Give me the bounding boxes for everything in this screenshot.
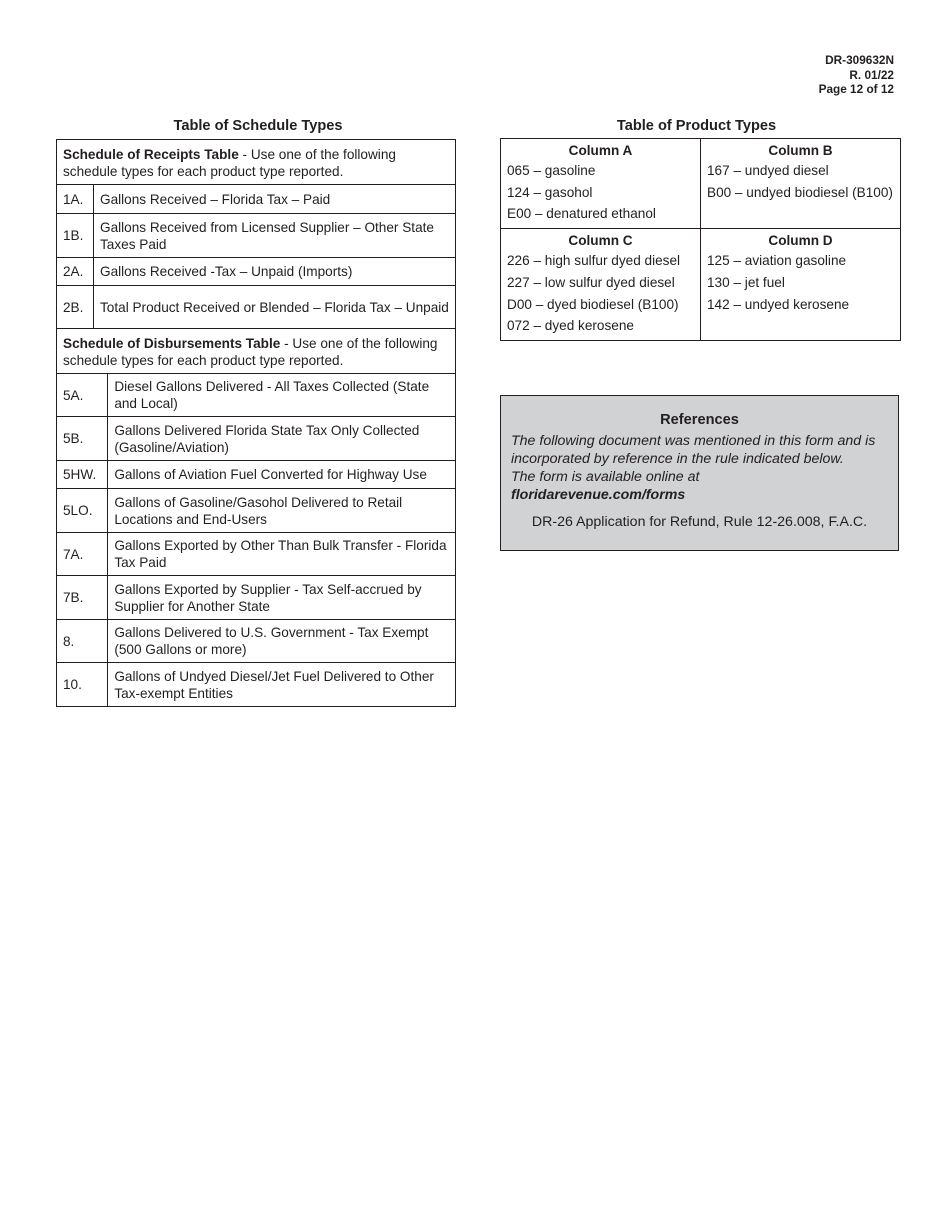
disbursements-heading: Schedule of Disbursements Table — [63, 336, 281, 351]
schedule-desc: Gallons of Aviation Fuel Converted for Highway Use — [108, 461, 456, 489]
product-types-table — [500, 138, 901, 341]
schedule-desc: Gallons of Undyed Diesel/Jet Fuel Delivered to Other Tax-exempt Entities — [108, 663, 456, 707]
column-a-cell — [501, 139, 701, 229]
column-d-cell — [701, 229, 901, 341]
table-row — [57, 286, 456, 329]
schedule-desc: Gallons Exported by Supplier - Tax Self-accrued by Supplier for Another State — [108, 576, 456, 620]
column-b-heading: Column B — [768, 143, 833, 158]
schedule-desc: Gallons Received – Florida Tax – Paid — [94, 185, 456, 214]
schedule-code: 7A. — [57, 533, 108, 576]
references-availability: The form is available online at — [511, 469, 700, 485]
list-item: 142 – undyed kerosene — [707, 296, 850, 312]
table-row — [57, 620, 456, 663]
table-row — [57, 185, 456, 214]
column-a-heading: Column A — [568, 143, 633, 158]
form-number: DR-309632N — [825, 53, 894, 67]
schedule-desc: Gallons Delivered to U.S. Government - Tax Exempt (500 Gallons or more) — [108, 620, 456, 663]
form-revision: R. 01/22 — [849, 67, 894, 82]
schedule-types-table — [56, 139, 456, 707]
column-d-heading: Column D — [768, 233, 833, 249]
table-row — [57, 417, 456, 461]
schedule-desc: Gallons Delivered Florida State Tax Only Collected (Gasoline/Aviation) — [108, 417, 456, 461]
list-item: 125 – aviation gasoline — [707, 253, 847, 269]
schedule-code: 2B. — [57, 286, 94, 329]
list-item: 227 – low sulfur dyed diesel — [507, 274, 675, 290]
schedule-code: 5HW. — [57, 461, 108, 489]
form-header — [819, 53, 894, 97]
product-types-title: Table of Product Types — [616, 118, 777, 134]
list-item: 226 – high sulfur dyed diesel — [507, 253, 681, 269]
schedule-code: 8. — [57, 620, 108, 663]
receipts-section-header — [57, 140, 456, 185]
table-row — [57, 214, 456, 258]
page-number: Page 12 of 12 — [818, 82, 894, 96]
references-box — [500, 395, 899, 551]
schedule-code: 7B. — [57, 576, 108, 620]
schedule-code: 5B. — [57, 417, 108, 461]
schedule-code: 1A. — [57, 185, 94, 214]
list-item: B00 – undyed biodiesel (B100) — [707, 184, 893, 200]
disbursements-section-header — [57, 329, 456, 374]
forms-link[interactable]: floridarevenue.com/forms — [511, 487, 686, 503]
referenced-document: DR-26 Application for Refund, Rule 12-26.008, F.A.C. — [531, 514, 868, 530]
list-item: 124 – gasohol — [507, 184, 593, 200]
table-row — [57, 663, 456, 707]
schedule-code: 2A. — [57, 258, 94, 286]
schedule-code: 1B. — [57, 214, 94, 258]
references-title: References — [660, 412, 739, 428]
schedule-code: 5LO. — [57, 489, 108, 533]
schedule-desc: Gallons Received from Licensed Supplier – Other State Taxes Paid — [94, 214, 456, 258]
table-row — [57, 374, 456, 417]
table-row — [57, 461, 456, 489]
schedule-types-title: Table of Schedule Types — [173, 118, 343, 134]
receipts-note: - Use one of the following schedule types for each product type reported. — [63, 147, 396, 179]
table-row — [57, 489, 456, 533]
schedule-code: 5A. — [57, 374, 108, 417]
list-item: 167 – undyed diesel — [707, 163, 829, 178]
table-row — [57, 258, 456, 286]
column-b-cell — [701, 139, 901, 229]
schedule-desc: Diesel Gallons Delivered - All Taxes Collected (State and Local) — [108, 374, 456, 417]
list-item: 065 – gasoline — [507, 163, 596, 178]
list-item: 130 – jet fuel — [707, 274, 785, 290]
list-item: E00 – denatured ethanol — [507, 206, 656, 222]
list-item: 072 – dyed kerosene — [507, 318, 634, 334]
references-intro: The following document was mentioned in this form and is incorporated by reference in the rule indicated below. — [511, 433, 876, 467]
schedule-desc: Total Product Received or Blended – Florida Tax – Unpaid — [94, 286, 456, 329]
receipts-heading: Schedule of Receipts Table — [63, 147, 239, 162]
schedule-desc: Gallons of Gasoline/Gasohol Delivered to Retail Locations and End-Users — [108, 489, 456, 533]
schedule-code: 10. — [57, 663, 108, 707]
schedule-desc: Gallons Exported by Other Than Bulk Transfer - Florida Tax Paid — [108, 533, 456, 576]
table-row — [57, 533, 456, 576]
column-c-heading: Column C — [568, 233, 633, 249]
schedule-desc: Gallons Received -Tax – Unpaid (Imports) — [94, 258, 456, 286]
list-item: D00 – dyed biodiesel (B100) — [507, 296, 679, 312]
disbursements-note: - Use one of the following schedule types for each product type reported. — [63, 336, 438, 368]
column-c-cell — [501, 229, 701, 341]
table-row — [57, 576, 456, 620]
